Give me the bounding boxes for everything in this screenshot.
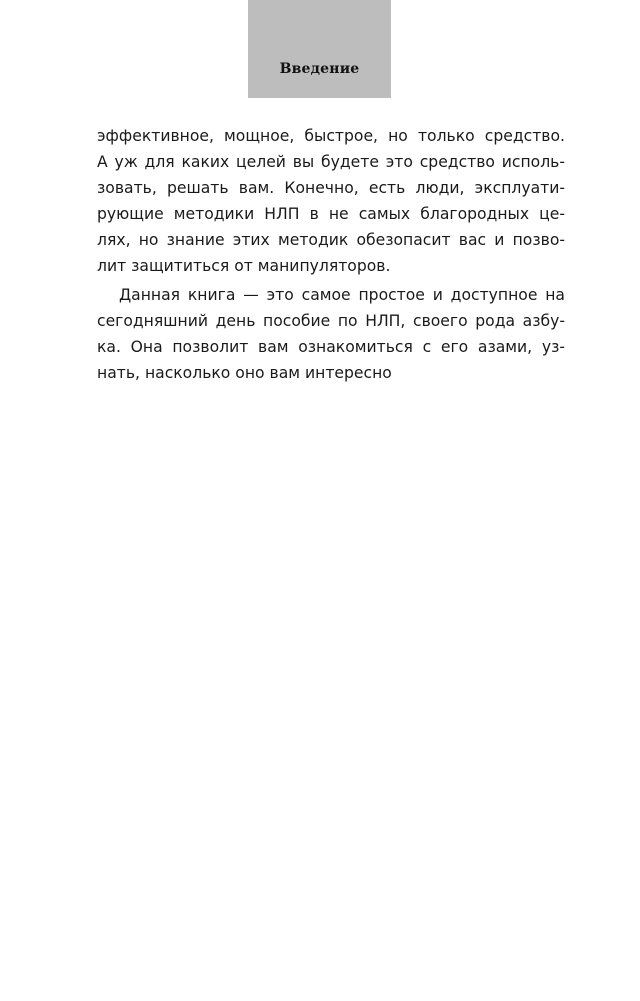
text-line: лях, но знание этих методик обезопасит вас и позво- <box>97 231 565 249</box>
text-line: Данная книга — это самое простое и доступное на <box>119 286 565 304</box>
paragraph-2 <box>97 282 565 386</box>
text-line: ка. Она позволит вам ознакомиться с его азами, уз- <box>97 338 565 356</box>
paragraph-1 <box>97 123 565 279</box>
page-body <box>97 123 565 386</box>
text-line: эффективное, мощное, быстрое, но только средство. <box>97 127 565 145</box>
text-line: нать, насколько оно вам интересно <box>97 364 392 382</box>
text-line: зовать, решать вам. Конечно, есть люди, эксплуати- <box>97 179 565 197</box>
text-line: А уж для каких целей вы будете это средство исполь- <box>97 153 565 171</box>
chapter-title: Введение <box>279 61 360 77</box>
text-line: лит защититься от манипуляторов. <box>97 257 391 275</box>
chapter-header-tab <box>248 0 391 98</box>
text-line: рующие методики НЛП в не самых благородных це- <box>97 205 565 223</box>
text-line: сегодняшний день пособие по НЛП, своего рода азбу- <box>97 312 565 330</box>
